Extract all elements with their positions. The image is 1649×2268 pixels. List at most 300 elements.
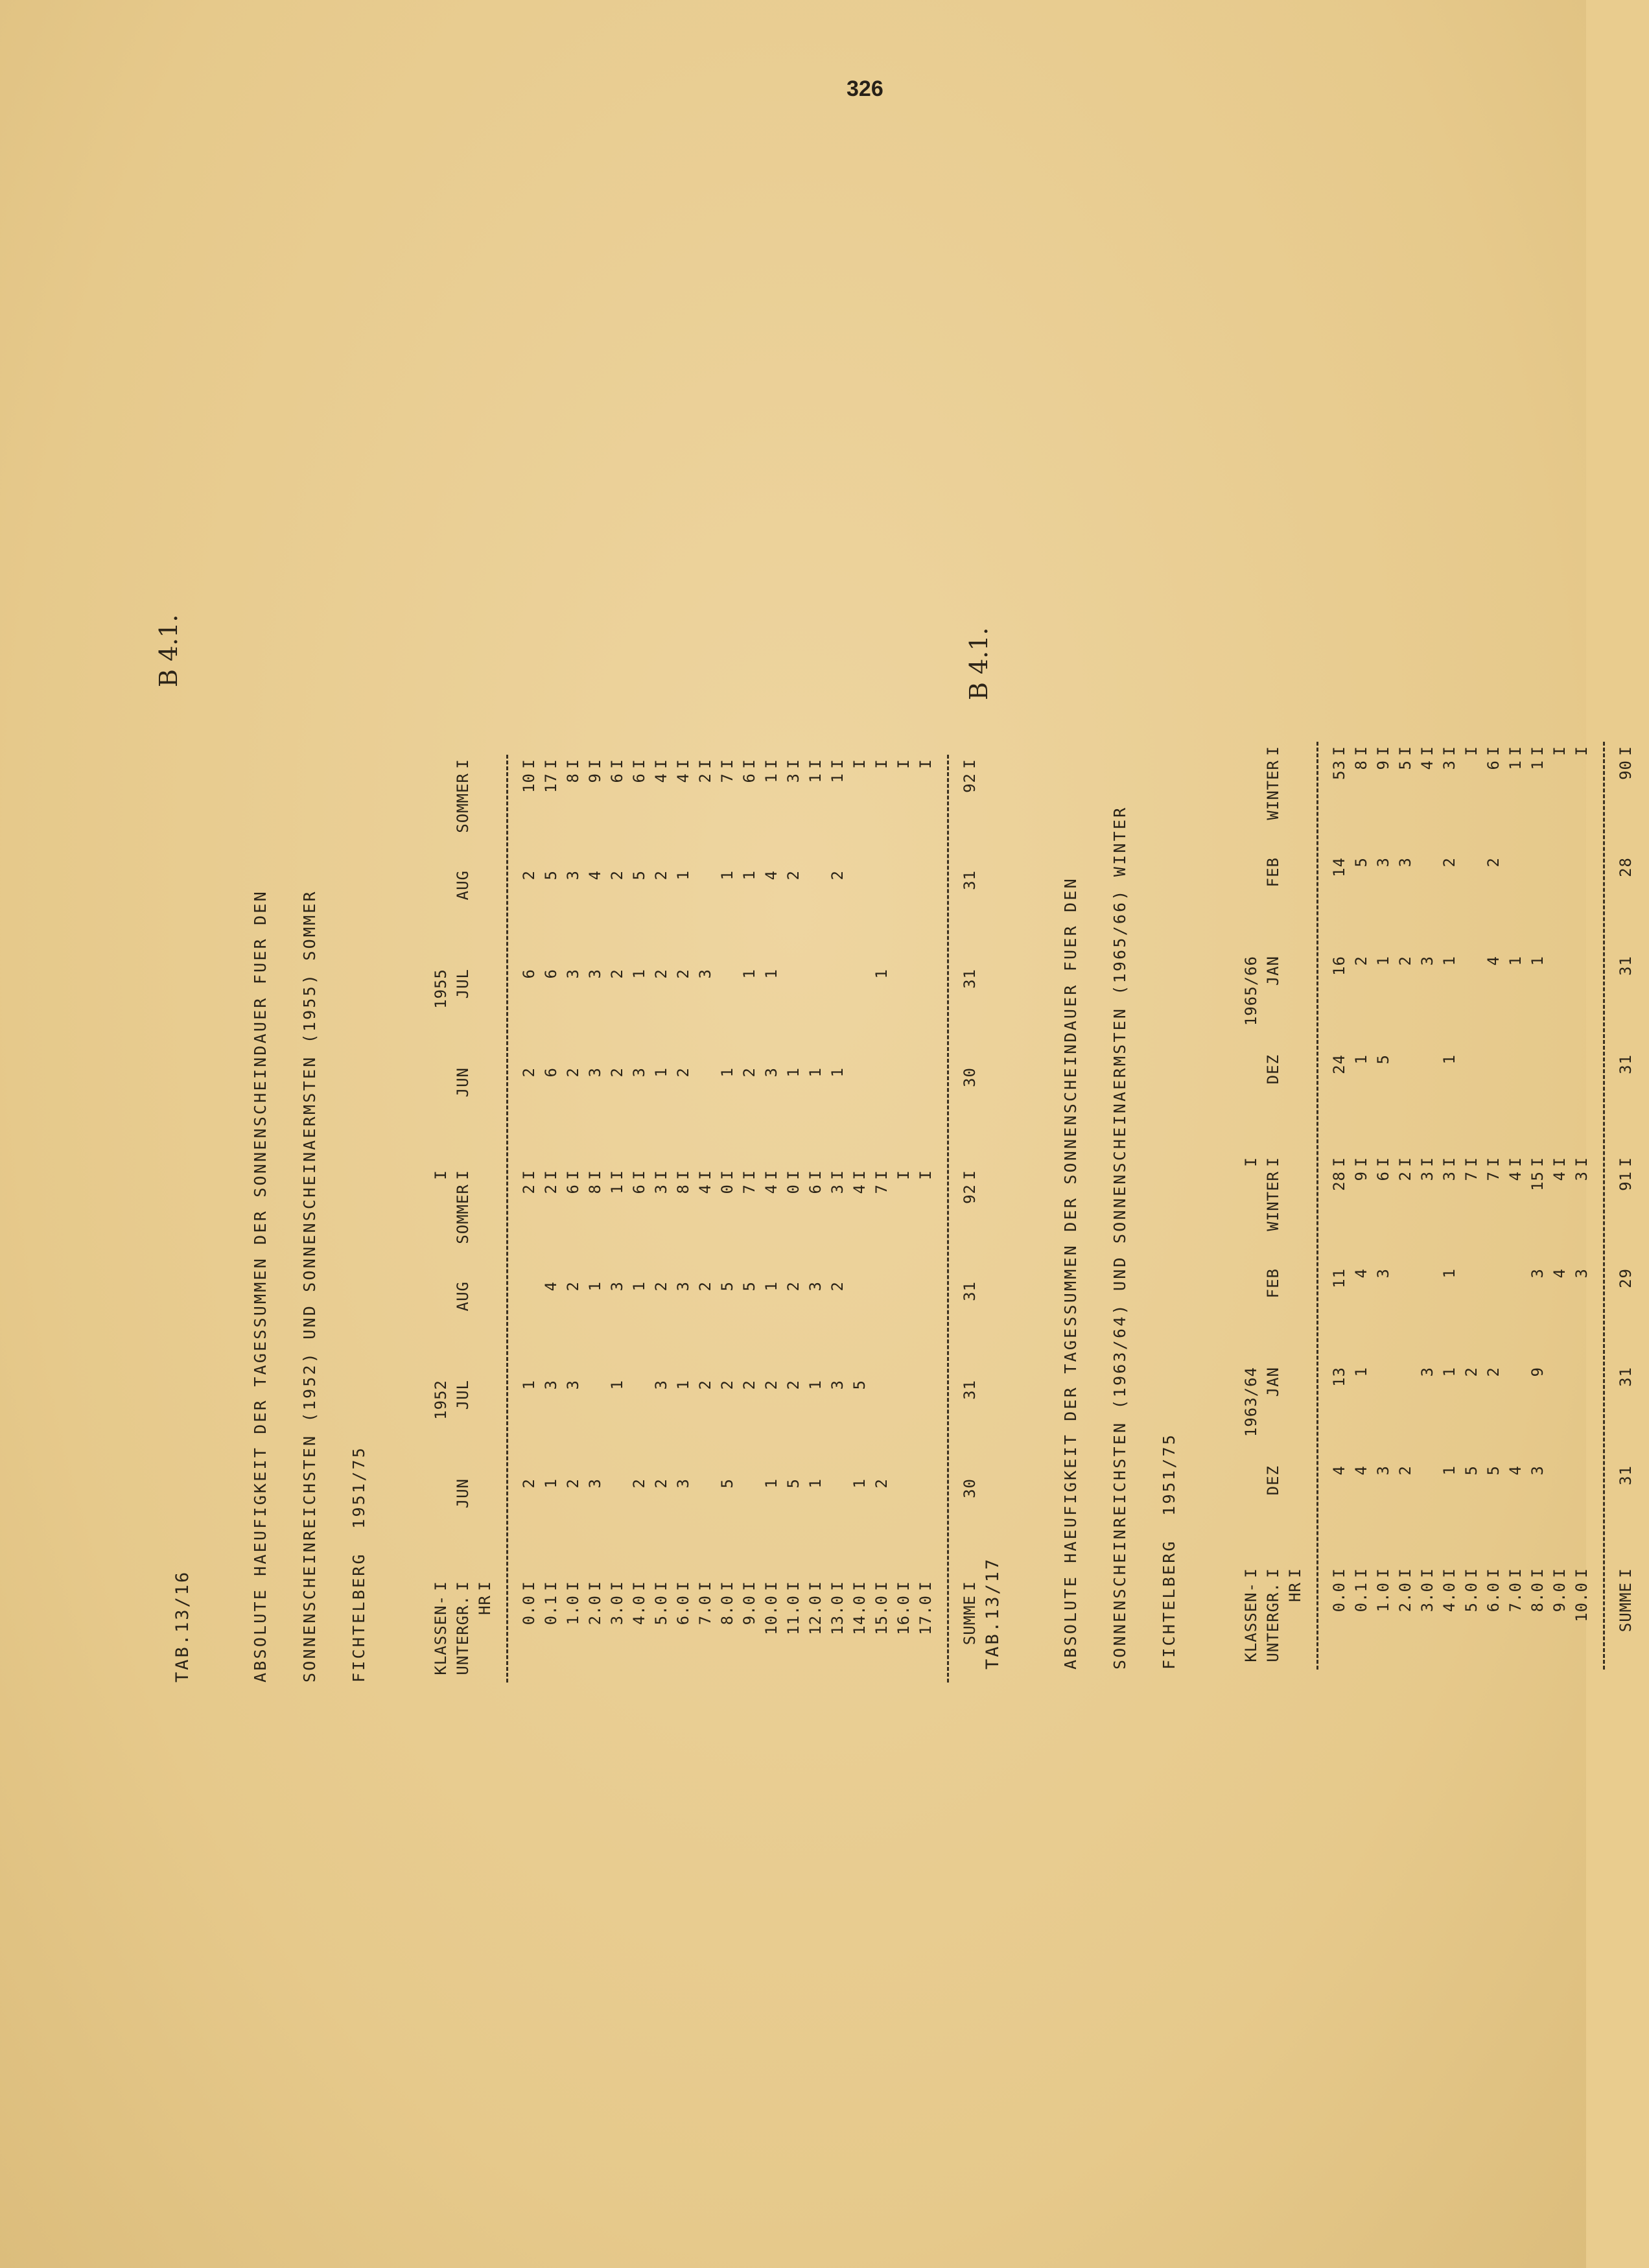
year-label: 1955 <box>432 969 450 1009</box>
table-cell: 1 <box>806 1067 824 1078</box>
table-cell: 3 <box>696 969 714 979</box>
year-label: 1965/66 <box>1242 956 1260 1026</box>
table-cell: 3 <box>1418 1171 1436 1181</box>
column-separator: I <box>917 759 935 769</box>
table-cell: 1 <box>652 1067 670 1078</box>
table-cell: 9 <box>1528 1367 1547 1377</box>
column-separator: I <box>1528 1157 1547 1167</box>
column-separator: I <box>762 1581 780 1591</box>
table-cell: 1 <box>806 1380 824 1390</box>
column-separator: I <box>1573 1568 1591 1578</box>
table-cell: 3 <box>586 1067 604 1078</box>
column-separator: I <box>674 1170 692 1180</box>
table-cell: 1 <box>762 1478 780 1489</box>
data-grid <box>430 755 981 1683</box>
table-row <box>826 755 848 1683</box>
class-label: 1.0 <box>564 1595 582 1625</box>
dash-line <box>1316 742 1318 1670</box>
table-cell: 5 <box>784 1478 802 1489</box>
table-cell: 1 <box>1440 1465 1458 1476</box>
table-cell: 3 <box>674 1281 692 1292</box>
column-separator: I <box>1506 1568 1525 1578</box>
table-cell: 2 <box>740 1380 758 1390</box>
table-cell: 1 <box>674 870 692 880</box>
table-cell: 5 <box>718 1478 736 1489</box>
table-cell: 3 <box>542 1380 560 1390</box>
column-separator: I <box>652 759 670 769</box>
table-cell: 2 <box>762 1380 780 1390</box>
column-separator: I <box>718 1170 736 1180</box>
class-label: 7.0 <box>696 1595 714 1625</box>
column-separator: I <box>1506 1157 1525 1167</box>
header-label: HR <box>1286 1582 1304 1602</box>
sum-row <box>1615 742 1637 1670</box>
header-label: KLASSEN- <box>1242 1582 1260 1662</box>
table-cell: 1 <box>1528 956 1547 966</box>
table-cell: 1 <box>542 1478 560 1489</box>
column-separator: I <box>1617 1568 1635 1578</box>
table-cell: 5 <box>542 870 560 880</box>
table-cell: 5 <box>718 1281 736 1292</box>
table-row <box>782 755 804 1683</box>
column-separator: I <box>1528 746 1547 756</box>
sum-cell: 31 <box>961 969 979 989</box>
table-cell: 4 <box>586 870 604 880</box>
table-cell: 5 <box>1374 1054 1392 1065</box>
table-cell: 1 <box>1506 760 1525 770</box>
table-cell: 2 <box>564 1478 582 1489</box>
table-cell: 2 <box>652 1281 670 1292</box>
table-cell: 3 <box>630 1067 648 1078</box>
table-cell: 3 <box>806 1281 824 1292</box>
column-separator: I <box>762 1170 780 1180</box>
column-separator: I <box>1242 1157 1260 1167</box>
table-cell: 2 <box>542 1184 560 1194</box>
table-cell: 1 <box>784 1067 802 1078</box>
column-separator: I <box>784 1170 802 1180</box>
column-separator: I <box>917 1170 935 1180</box>
table-cell: 2 <box>696 1281 714 1292</box>
section-tag-top: B 4.1. <box>154 614 183 687</box>
column-header: JAN <box>1264 1367 1282 1397</box>
table-cell: 2 <box>652 870 670 880</box>
table-row <box>804 755 826 1683</box>
table-cell: 6 <box>564 1184 582 1194</box>
table-title-line: ABSOLUTE HAEUFIGKEIT DER TAGESSUMMEN DER SONNENSCHEINDAUER FUER DEN <box>251 890 270 1683</box>
table-cell: 1 <box>586 1281 604 1292</box>
column-separator: I <box>1330 1568 1348 1578</box>
table-cell: 3 <box>564 1380 582 1390</box>
column-separator: I <box>1573 1157 1591 1167</box>
column-separator: I <box>454 1170 472 1180</box>
table-cell: 1 <box>1440 1268 1458 1279</box>
column-separator: I <box>520 759 538 769</box>
table-cell: 2 <box>564 1281 582 1292</box>
column-separator: I <box>828 1170 847 1180</box>
table-cell: 3 <box>608 1281 626 1292</box>
header-row <box>452 755 474 1683</box>
table-cell: 4 <box>652 773 670 783</box>
sum-cell: 29 <box>1617 1268 1635 1288</box>
column-separator: I <box>1462 1157 1480 1167</box>
table-row <box>871 755 893 1683</box>
table-cell: 6 <box>608 773 626 783</box>
table-cell: 2 <box>1484 857 1503 868</box>
table-cell: 2 <box>520 870 538 880</box>
table-row <box>915 755 937 1683</box>
column-header: WINTER <box>1264 760 1282 820</box>
table-cell: 4 <box>1418 760 1436 770</box>
table-cell: 1 <box>762 773 780 783</box>
table-cell: 6 <box>520 969 538 979</box>
class-label: 4.0 <box>1440 1582 1458 1612</box>
table-cell: 2 <box>1462 1367 1480 1377</box>
table-row <box>1504 742 1526 1670</box>
column-header: JUL <box>454 1380 472 1410</box>
header-label: UNTERGR. <box>454 1595 472 1675</box>
table-cell: 2 <box>652 1478 670 1489</box>
class-label: 9.0 <box>1550 1582 1569 1612</box>
table-cell: 1 <box>1352 1367 1370 1377</box>
column-separator: I <box>828 1581 847 1591</box>
table-cell: 1 <box>740 969 758 979</box>
table-cell: 2 <box>674 1067 692 1078</box>
table-cell: 2 <box>696 773 714 783</box>
column-separator: I <box>696 759 714 769</box>
table-cell: 6 <box>740 773 758 783</box>
table-cell: 3 <box>784 773 802 783</box>
column-separator: I <box>1330 746 1348 756</box>
table-cell: 1 <box>1528 760 1547 770</box>
table-cell: 8 <box>1352 760 1370 770</box>
class-label: 0.1 <box>1352 1582 1370 1612</box>
table-cell: 0 <box>784 1184 802 1194</box>
dashed-rule <box>1593 742 1615 1670</box>
column-separator: I <box>1550 1568 1569 1578</box>
table-title-line: FICHTELBERG 1951/75 <box>1160 1432 1178 1670</box>
column-separator: I <box>520 1581 538 1591</box>
table-cell: 1 <box>850 1478 869 1489</box>
table-cell: 1 <box>828 1067 847 1078</box>
table-cell: 2 <box>520 1184 538 1194</box>
class-label: 13.0 <box>828 1595 847 1635</box>
table-cell: 2 <box>564 1067 582 1078</box>
table-cell: 1 <box>828 773 847 783</box>
class-label: 3.0 <box>608 1595 626 1625</box>
sum-cell: 30 <box>961 1478 979 1498</box>
column-separator: I <box>696 1170 714 1180</box>
sum-label: SUMME <box>961 1595 979 1646</box>
column-separator: I <box>806 1581 824 1591</box>
sum-cell: 31 <box>1617 1465 1635 1485</box>
table-cell: 2 <box>872 1478 891 1489</box>
table-cell: 13 <box>1330 1367 1348 1387</box>
table-cell: 1 <box>806 773 824 783</box>
column-separator: I <box>652 1170 670 1180</box>
table-row <box>584 755 606 1683</box>
table-cell: 4 <box>1484 956 1503 966</box>
column-separator: I <box>1352 1568 1370 1578</box>
table-cell: 4 <box>696 1184 714 1194</box>
table-cell: 2 <box>1396 1465 1414 1476</box>
table-row <box>760 755 782 1683</box>
column-separator: I <box>1396 1157 1414 1167</box>
class-label: 0.0 <box>1330 1582 1348 1612</box>
table-cell: 1 <box>806 1478 824 1489</box>
column-separator: I <box>1550 746 1569 756</box>
table-cell: 4 <box>1352 1268 1370 1279</box>
column-separator: I <box>872 759 891 769</box>
table-cell: 53 <box>1330 760 1348 780</box>
table-cell: 3 <box>1374 1465 1392 1476</box>
table-cell: 1 <box>674 1380 692 1390</box>
table-row <box>1416 742 1438 1670</box>
table-cell: 3 <box>1418 1367 1436 1377</box>
table-cell: 1 <box>608 1380 626 1390</box>
table-cell: 4 <box>1506 1171 1525 1181</box>
header-label: UNTERGR. <box>1264 1582 1282 1662</box>
table-cell: 1 <box>740 870 758 880</box>
column-separator: I <box>1396 746 1414 756</box>
table-cell: 2 <box>784 1281 802 1292</box>
table-cell: 4 <box>674 773 692 783</box>
table-cell: 2 <box>784 870 802 880</box>
table-cell: 3 <box>1573 1268 1591 1279</box>
section-tag-bottom: B 4.1. <box>965 627 993 700</box>
class-label: 0.0 <box>520 1595 538 1625</box>
table-cell: 2 <box>718 1380 736 1390</box>
table-cell: 5 <box>850 1380 869 1390</box>
table-title-line: FICHTELBERG 1951/75 <box>349 1445 368 1683</box>
class-label: 6.0 <box>674 1595 692 1625</box>
table-cell: 3 <box>652 1380 670 1390</box>
column-separator: I <box>1418 746 1436 756</box>
table-cell: 8 <box>586 1184 604 1194</box>
year-label: 1952 <box>432 1380 450 1420</box>
class-label: 6.0 <box>1484 1582 1503 1612</box>
class-label: 17.0 <box>917 1595 935 1635</box>
column-separator: I <box>542 1581 560 1591</box>
table-cell: 3 <box>564 969 582 979</box>
sum-cell: 31 <box>961 1281 979 1301</box>
column-separator: I <box>674 1581 692 1591</box>
column-separator: I <box>542 1170 560 1180</box>
column-separator: I <box>872 1581 891 1591</box>
column-separator: I <box>1550 1157 1569 1167</box>
class-label: 11.0 <box>784 1595 802 1635</box>
table-cell: 1 <box>762 969 780 979</box>
header-row <box>1262 742 1284 1670</box>
table-cell: 11 <box>1330 1268 1348 1288</box>
table-cell: 4 <box>762 870 780 880</box>
column-header: SOMMER <box>454 1184 472 1244</box>
table-cell: 2 <box>630 1478 648 1489</box>
table-cell: 4 <box>850 1184 869 1194</box>
table-row <box>1526 742 1549 1670</box>
table-13-17 <box>958 742 1649 1670</box>
table-cell: 6 <box>542 969 560 979</box>
class-label: 14.0 <box>850 1595 869 1635</box>
table-cell: 2 <box>608 969 626 979</box>
column-separator: I <box>1617 1157 1635 1167</box>
column-separator: I <box>961 1170 979 1180</box>
class-label: 7.0 <box>1506 1582 1525 1612</box>
table-cell: 6 <box>630 773 648 783</box>
table-row <box>650 755 672 1683</box>
column-separator: I <box>608 1170 626 1180</box>
column-separator: I <box>850 759 869 769</box>
table-cell: 15 <box>1528 1171 1547 1191</box>
column-separator: I <box>1418 1157 1436 1167</box>
header-label: KLASSEN- <box>432 1595 450 1675</box>
table-row <box>848 755 871 1683</box>
column-separator: I <box>850 1170 869 1180</box>
table-cell: 5 <box>1396 760 1414 770</box>
column-separator: I <box>1440 1157 1458 1167</box>
table-cell: 5 <box>1484 1465 1503 1476</box>
table-cell: 1 <box>520 1380 538 1390</box>
table-cell: 4 <box>1550 1268 1569 1279</box>
column-separator: I <box>1242 1568 1260 1578</box>
dashed-rule <box>1306 742 1328 1670</box>
table-cell: 1 <box>1440 1367 1458 1377</box>
column-separator: I <box>630 759 648 769</box>
column-separator: I <box>806 759 824 769</box>
column-separator: I <box>1462 1568 1480 1578</box>
table-cell: 3 <box>828 1380 847 1390</box>
table-cell: 6 <box>1484 760 1503 770</box>
column-separator: I <box>740 759 758 769</box>
column-separator: I <box>1573 746 1591 756</box>
table-row <box>1350 742 1372 1670</box>
table-cell: 1 <box>1506 956 1525 966</box>
table-cell: 5 <box>740 1281 758 1292</box>
column-separator: I <box>1264 1568 1282 1578</box>
class-label: 9.0 <box>740 1595 758 1625</box>
table-cell: 2 <box>696 1380 714 1390</box>
table-cell: 24 <box>1330 1054 1348 1074</box>
sum-cell: 31 <box>961 1380 979 1400</box>
column-separator: I <box>828 759 847 769</box>
column-separator: I <box>1396 1568 1414 1578</box>
column-separator: I <box>1264 1157 1282 1167</box>
column-separator: I <box>564 1170 582 1180</box>
column-separator: I <box>718 1581 736 1591</box>
column-separator: I <box>961 759 979 769</box>
column-header: JUL <box>454 969 472 999</box>
column-header: AUG <box>454 1281 472 1312</box>
table-title-line: SONNENSCHEINREICHSTEN (1963/64) UND SONNENSCHEINAERMSTEN (1965/66) WINTER <box>1110 805 1129 1670</box>
column-header: FEB <box>1264 857 1282 888</box>
dashed-rule <box>937 755 959 1683</box>
table-cell: 4 <box>762 1184 780 1194</box>
page-number: 326 <box>847 77 883 101</box>
sum-cell: 31 <box>961 870 979 890</box>
table-row <box>694 755 716 1683</box>
table-cell: 3 <box>1374 1268 1392 1279</box>
column-separator: I <box>740 1170 758 1180</box>
table-cell: 7 <box>718 773 736 783</box>
class-label: 12.0 <box>806 1595 824 1635</box>
table-cell: 28 <box>1330 1171 1348 1191</box>
table-cell: 7 <box>1462 1171 1480 1181</box>
table-row <box>1549 742 1571 1670</box>
column-separator: I <box>1484 1157 1503 1167</box>
table-cell: 2 <box>608 1067 626 1078</box>
table-cell: 2 <box>1484 1367 1503 1377</box>
column-separator: I <box>454 759 472 769</box>
column-separator: I <box>520 1170 538 1180</box>
table-cell: 1 <box>1440 956 1458 966</box>
sum-cell: 92 <box>961 1184 979 1204</box>
dash-line <box>1603 742 1605 1670</box>
table-cell: 3 <box>564 870 582 880</box>
class-label: 10.0 <box>1573 1582 1591 1622</box>
table-cell: 0 <box>718 1184 736 1194</box>
table-cell: 2 <box>828 870 847 880</box>
sum-cell: 92 <box>961 773 979 793</box>
class-label: 4.0 <box>630 1595 648 1625</box>
column-separator: I <box>718 759 736 769</box>
table-cell: 3 <box>586 969 604 979</box>
column-header: JUN <box>454 1478 472 1509</box>
column-separator: I <box>1374 1568 1392 1578</box>
table-cell: 2 <box>828 1281 847 1292</box>
column-separator: I <box>784 1581 802 1591</box>
table-cell: 9 <box>586 773 604 783</box>
column-separator: I <box>432 1170 450 1180</box>
table-cell: 1 <box>630 1281 648 1292</box>
class-label: 0.1 <box>542 1595 560 1625</box>
table-row <box>606 755 628 1683</box>
class-label: 3.0 <box>1418 1582 1436 1612</box>
table-cell: 8 <box>674 1184 692 1194</box>
table-row <box>1372 742 1394 1670</box>
dashed-rule <box>496 755 518 1683</box>
table-cell: 7 <box>1484 1171 1503 1181</box>
table-cell: 1 <box>1440 1054 1458 1065</box>
sum-cell: 31 <box>1617 956 1635 976</box>
table-cell: 2 <box>784 1380 802 1390</box>
table-cell: 1 <box>718 1067 736 1078</box>
column-separator: I <box>1352 746 1370 756</box>
table-cell: 4 <box>1506 1465 1525 1476</box>
table-cell: 6 <box>630 1184 648 1194</box>
column-separator: I <box>630 1581 648 1591</box>
column-header: WINTER <box>1264 1171 1282 1231</box>
column-header: SOMMER <box>454 773 472 833</box>
column-separator: I <box>696 1581 714 1591</box>
table-cell: 3 <box>1418 956 1436 966</box>
sum-cell: 90 <box>1617 760 1635 780</box>
table-cell: 8 <box>564 773 582 783</box>
column-separator: I <box>1484 746 1503 756</box>
column-separator: I <box>476 1581 494 1591</box>
column-separator: I <box>586 1170 604 1180</box>
table-13-16 <box>148 755 993 1683</box>
sum-label: SUMME <box>1617 1582 1635 1633</box>
column-separator: I <box>961 1581 979 1591</box>
column-separator: I <box>1264 746 1282 756</box>
class-label: 8.0 <box>718 1595 736 1625</box>
class-label: 10.0 <box>762 1595 780 1635</box>
column-header: AUG <box>454 870 472 901</box>
column-separator: I <box>1617 746 1635 756</box>
table-label: TAB.13/17 <box>983 1557 1003 1670</box>
table-row <box>738 755 760 1683</box>
sum-cell: 30 <box>961 1067 979 1087</box>
table-cell: 9 <box>1352 1171 1370 1181</box>
